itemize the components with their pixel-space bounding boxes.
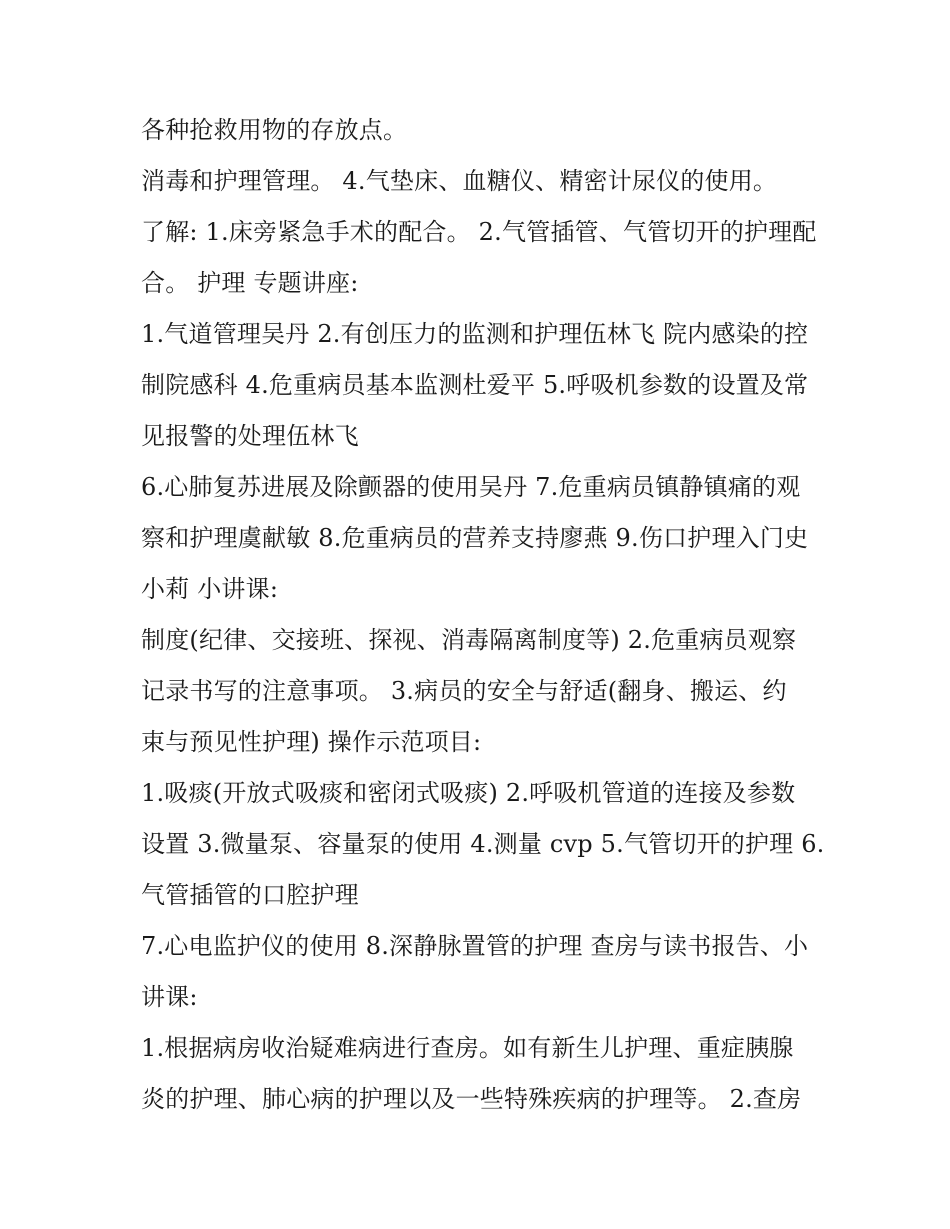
text-line: 6.心肺复苏进展及除颤器的使用吴丹 7.危重病员镇静镇痛的观 xyxy=(141,473,801,501)
text-line: 制度(纪律、交接班、探视、消毒隔离制度等) 2.危重病员观察 xyxy=(141,626,797,654)
text-line: 制院感科 4.危重病员基本监测杜爱平 5.呼吸机参数的设置及常 xyxy=(141,371,809,399)
text-line: 见报警的处理伍林飞 xyxy=(141,422,359,450)
text-line: 束与预见性护理) 操作示范项目: xyxy=(141,728,482,756)
text-line: 气管插管的口腔护理 xyxy=(141,881,359,909)
text-line: 7.心电监护仪的使用 8.深静脉置管的护理 查房与读书报告、小 xyxy=(141,932,809,960)
document-body xyxy=(141,105,831,1125)
text-line: 1.根据病房收治疑难病进行查房。如有新生儿护理、重症胰腺 xyxy=(141,1034,794,1062)
text-line: 小莉 小讲课: xyxy=(141,575,279,603)
text-line: 1.气道管理吴丹 2.有创压力的监测和护理伍林飞 院内感染的控 xyxy=(141,320,809,348)
text-line: 了解: 1.床旁紧急手术的配合。 2.气管插管、气管切开的护理配 xyxy=(141,218,817,246)
text-line: 各种抢救用物的存放点。 xyxy=(141,116,408,144)
text-line: 记录书写的注意事项。 3.病员的安全与舒适(翻身、搬运、约 xyxy=(141,677,787,705)
text-line: 消毒和护理管理。 4.气垫床、血糖仪、精密计尿仪的使用。 xyxy=(141,167,778,195)
text-line: 炎的护理、肺心病的护理以及一些特殊疾病的护理等。 2.查房 xyxy=(141,1085,802,1113)
text-line: 合。 护理 专题讲座: xyxy=(141,269,359,297)
text-line: 察和护理虞献敏 8.危重病员的营养支持廖燕 9.伤口护理入门史 xyxy=(141,524,809,552)
text-line: 1.吸痰(开放式吸痰和密闭式吸痰) 2.呼吸机管道的连接及参数 xyxy=(141,779,796,807)
text-line: 讲课: xyxy=(141,983,198,1011)
text-line: 设置 3.微量泵、容量泵的使用 4.测量 cvp 5.气管切开的护理 6. xyxy=(141,830,825,858)
